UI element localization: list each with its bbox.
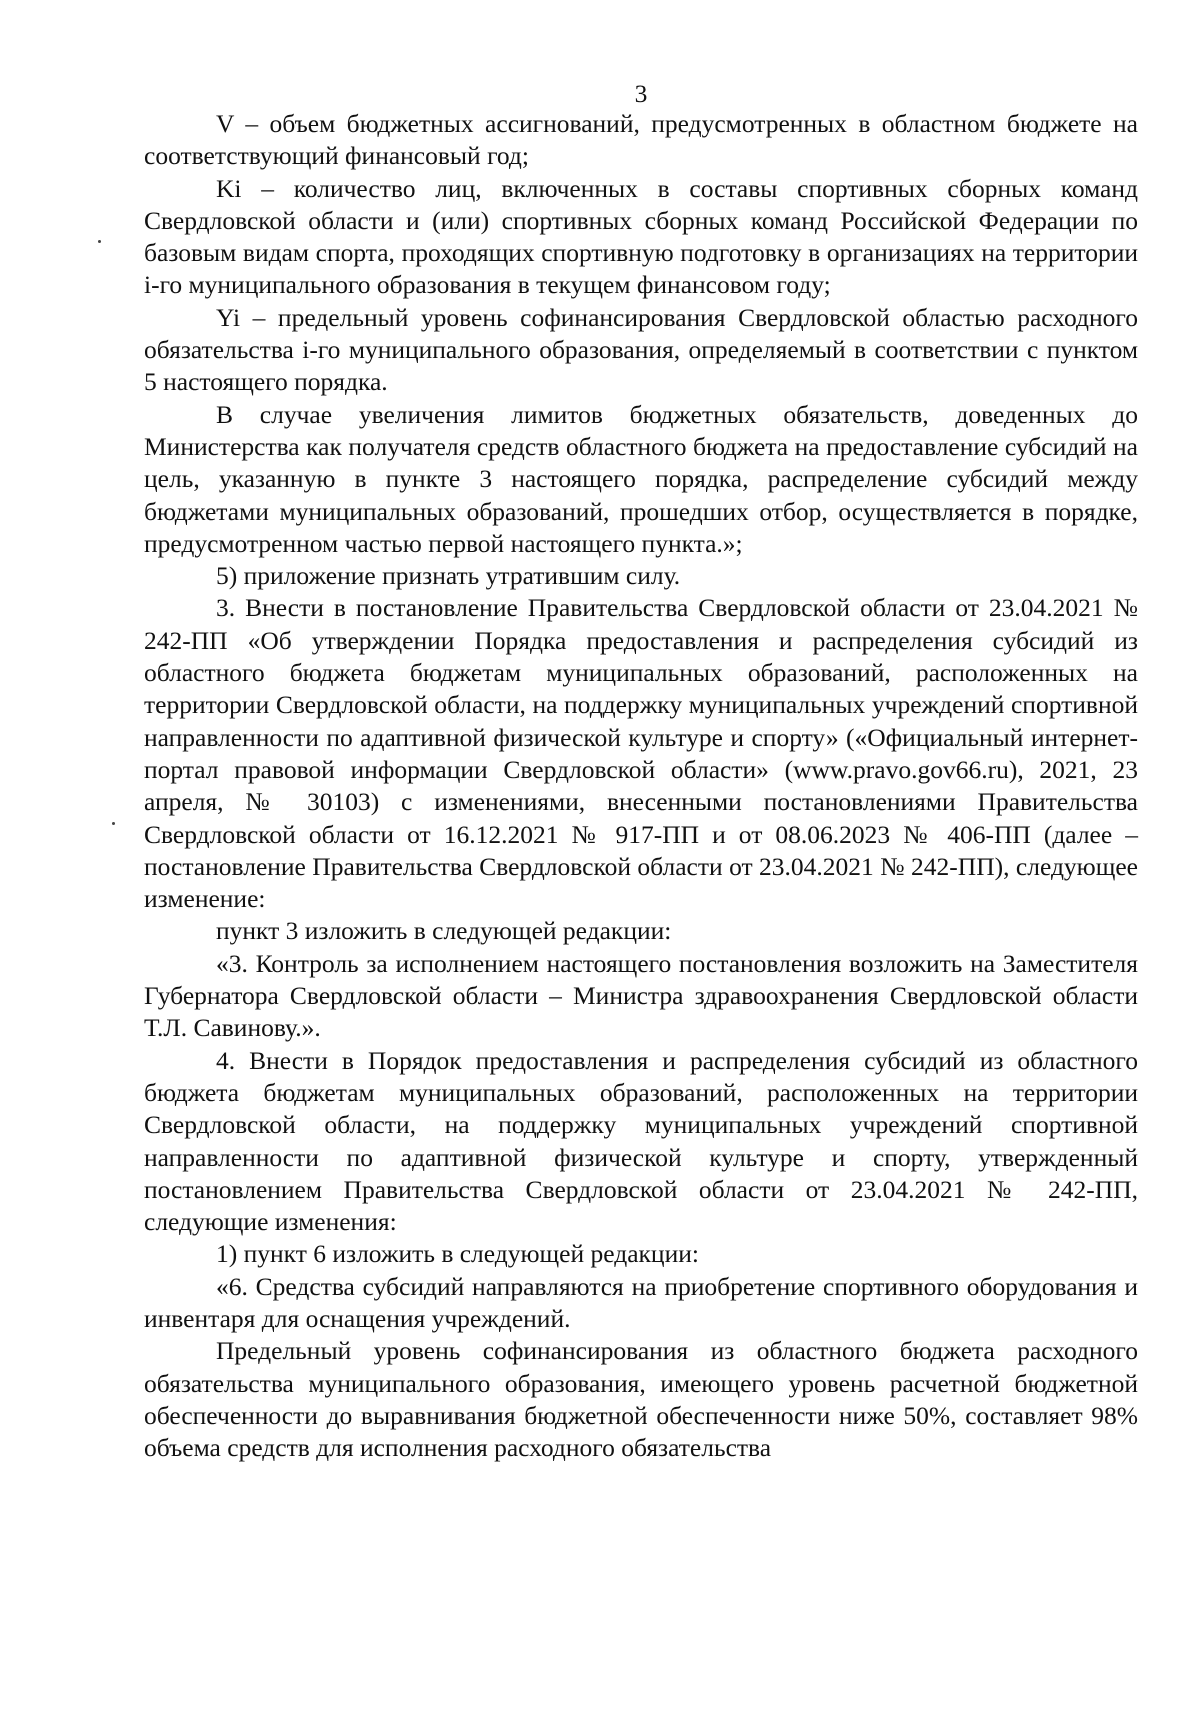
paragraph: В случае увеличения лимитов бюджетных обязательств, доведенных до Министерства как получателя средств областного бюджета на предоставление субсидий на цель, указанную в пункте 3 настоящего порядка, распределение субсидий между бюджетами муниципальных образований, прошедших отбор, осуществляется в порядке, предусмотренном частью первой настоящего пункта.»; xyxy=(144,399,1138,558)
page-number: 3 xyxy=(634,79,648,108)
paragraph: 5) приложение признать утратившим силу. xyxy=(216,561,681,591)
paragraph: пункт 3 изложить в следующей редакции: xyxy=(216,916,672,946)
paragraph: 1) пункт 6 изложить в следующей редакции: xyxy=(216,1239,699,1269)
paragraph: V – объем бюджетных ассигнований, предусмотренных в областном бюджете на соответствующий финансовый год; xyxy=(144,109,1138,171)
scan-speck xyxy=(98,240,101,243)
paragraph: Yi – предельный уровень софинансирования Свердловской областью расходного обязательства i-го муниципального образования, определяемый в соответствии с пунктом 5 настоящего порядка. xyxy=(144,302,1138,397)
paragraph: Ki – количество лиц, включенных в составы спортивных сборных команд Свердловской области и (или) спортивных сборных команд Российской Федерации по базовым видам спорта, проходящих спортивную подготовку в организациях на территории i-го муниципального образования в текущем финансовом году; xyxy=(144,173,1138,300)
paragraph: «6. Средства субсидий направляются на приобретение спортивного оборудования и инвентаря для оснащения учреждений. xyxy=(144,1271,1138,1333)
paragraph: Предельный уровень софинансирования из областного бюджета расходного обязательства муниципального образования, имеющего уровень расчетной бюджетной обеспеченности до выравнивания бюджетной обеспеченности ниже 50%, составляет 98% объема средств для исполнения расходного обязательства xyxy=(144,1336,1138,1463)
paragraph: «3. Контроль за исполнением настоящего постановления возложить на Заместителя Губернатора Свердловской области – Министра здравоохранения Свердловской области Т.Л. Савинову.». xyxy=(144,948,1138,1043)
paragraph: 4. Внести в Порядок предоставления и распределения субсидий из областного бюджета бюджетам муниципальных образований, расположенных на территории Свердловской области, на поддержку муниципальных учреждений спортивной направленности по адаптивной физической культуре и спорту, утвержденный постановлением Правительства Свердловской области от 23.04.2021 № 242-ПП, следующие изменения: xyxy=(144,1045,1138,1237)
document-page xyxy=(144,78,1138,1464)
paragraph: 3. Внести в постановление Правительства Свердловской области от 23.04.2021 № 242-ПП «Об утверждении Порядка предоставления и распределения субсидий из областного бюджета бюджетам муниципальных образований, расположенных на территории Свердловской области, на поддержку муниципальных учреждений спортивной направленности по адаптивной физической культуре и спорту» («Официальный интернет-портал правовой информации Свердловской области» (www.pravo.gov66.ru), 2021, 23 апреля, № 30103) с изменениями, внесенными постановлениями Правительства Свердловской области от 16.12.2021 № 917-ПП и от 08.06.2023 № 406-ПП (далее – постановление Правительства Свердловской области от 23.04.2021 № 242-ПП), следующее изменение: xyxy=(144,593,1138,914)
scan-speck xyxy=(112,822,115,825)
